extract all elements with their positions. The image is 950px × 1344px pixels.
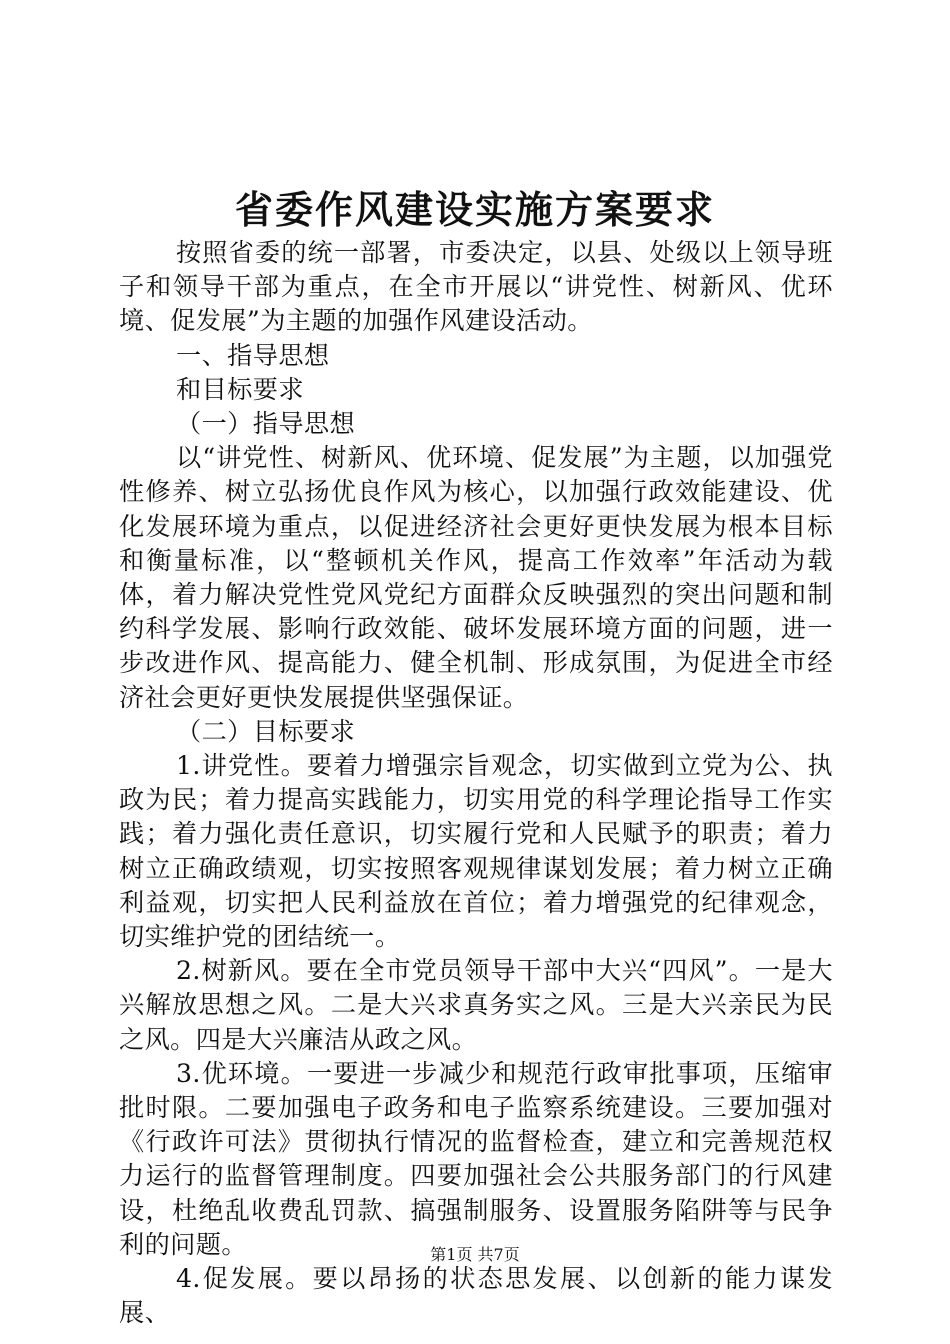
paragraph-guiding-ideology: 以“讲党性、树新风、优环境、促发展”为主题，以加强党性修养、树立弘扬优良作风为核心，以加强行政效能建设、优化发展环境为重点，以促进经济社会更好更快发展为根本目标和衡量标准，以“整顿机关作风，提高工作效率”年活动为载体，着力解决党性党风党纪方面群众反映强烈的突出问题和制约科学发展、影响行政效能、破坏发展环境方面的问题，进一步改进作风、提高能力、健全机制、形成氛围，为促进全市经济社会更好更快发展提供坚强保证。 <box>119 443 833 712</box>
document-body <box>119 236 833 1331</box>
paragraph-item-3: 3.优环境。一要进一步减少和规范行政审批事项，压缩审批时限。二要加强电子政务和电子监察系统建设。三要加强对《行政许可法》贯彻执行情况的监督检查，建立和完善规范权力运行的监督管理制度。四要加强社会公共服务部门的行风建设，杜绝乱收费乱罚款、搞强制服务、设置服务陷阱等与民争利的问题。 <box>119 1058 833 1259</box>
paragraph-intro: 按照省委的统一部署，市委决定，以县、处级以上领导班子和领导干部为重点，在全市开展以“讲党性、树新风、优环境、促发展”为主题的加强作风建设活动。 <box>119 238 833 336</box>
paragraph-item-4: 4.促发展。要以昂扬的状态思发展、以创新的能力谋发展、 <box>119 1264 833 1328</box>
document-title: 省委作风建设实施方案要求 <box>234 187 715 232</box>
section-heading-1-continued: 和目标要求 <box>176 374 304 404</box>
page-footer: 第1页 共7页 <box>430 1245 520 1264</box>
subsection-heading-goals: （二）目标要求 <box>176 716 356 746</box>
subsection-heading-guiding-ideology: （一）指导思想 <box>176 409 356 439</box>
paragraph-item-2: 2.树新风。要在全市党员领导干部中大兴“四风”。一是大兴解放思想之风。二是大兴求真务实之风。三是大兴亲民为民之风。四是大兴廉洁从政之风。 <box>119 956 833 1054</box>
paragraph-item-1: 1.讲党性。要着力增强宗旨观念，切实做到立党为公、执政为民；着力提高实践能力，切实用党的科学理论指导工作实践；着力强化责任意识，切实履行党和人民赋予的职责；着力树立正确政绩观，切实按照客观规律谋划发展；着力树立正确利益观，切实把人民利益放在首位；着力增强党的纪律观念，切实维护党的团结统一。 <box>119 751 833 952</box>
section-heading-1: 一、指导思想 <box>176 340 330 370</box>
